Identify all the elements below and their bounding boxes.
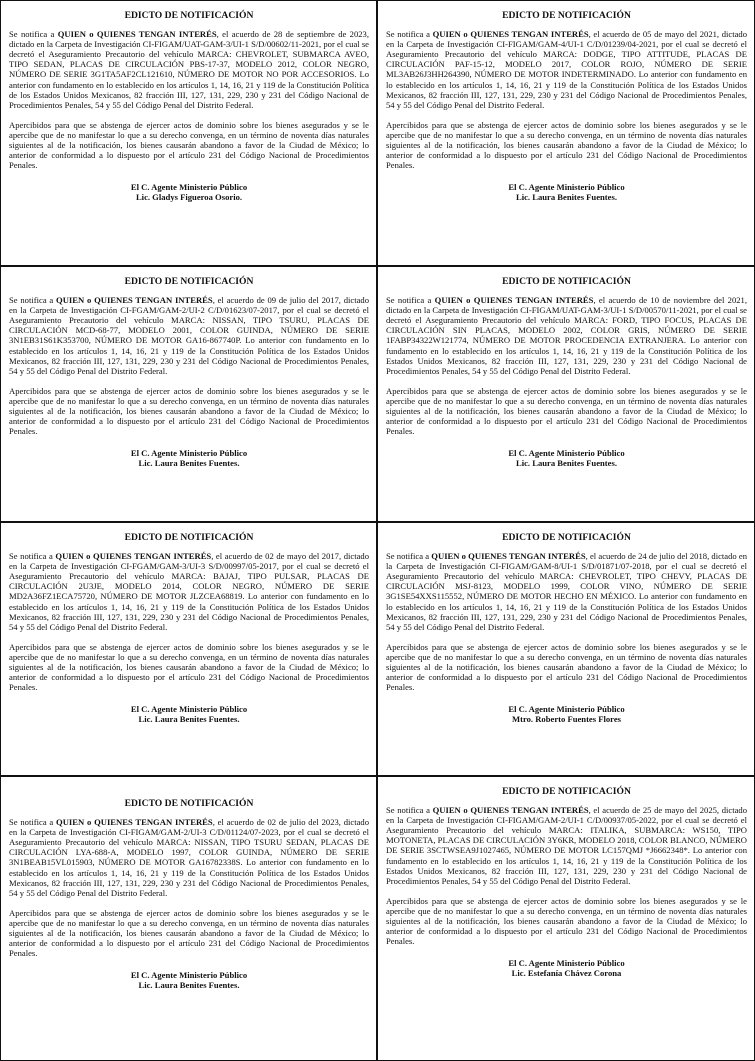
edict-party: QUIEN o QUIENES TENGAN INTERÉS	[431, 551, 586, 562]
signature-role: El C. Agente Ministerio Público	[130, 970, 248, 981]
edict-box	[0, 522, 377, 776]
signature-name: Lic. Laura Benites Fuentes.	[138, 980, 240, 991]
edict-box	[377, 266, 755, 522]
signature-name: Mtro. Roberto Fuentes Flores	[512, 714, 621, 725]
edict-warning: Apercibidos para que se abstenga de ejercer actos de dominio sobre los bienes asegurados y se le apercibe que de no manifestar lo que a su derecho convenga, en un término de noventa días naturales siguientes al de la notificación, los bienes causarán abandono a favor de la Ciudad de México; lo anterior de conformidad a lo dispuesto por el artículo 231 del Código Nacional de Procedimientos Penales.	[386, 895, 747, 947]
edict-warning: Apercibidos para que se abstenga de ejercer actos de dominio sobre los bienes asegurados y se le apercibe que de no manifestar lo que a su derecho convenga, en un término de noventa días naturales siguientes al de la notificación, los bienes causarán abandono a favor de la Ciudad de México; lo anterior de conformidad a lo dispuesto por el artículo 231 del Código Nacional de Procedimientos Penales.	[386, 119, 747, 171]
edict-party: QUIEN o QUIENES TENGAN INTERÉS	[56, 295, 213, 306]
edict-signature	[386, 958, 747, 978]
edict-party: QUIEN o QUIENES TENGAN INTERÉS	[432, 29, 589, 40]
edict-warning: Apercibidos para que se abstenga de ejercer actos de dominio sobre los bienes asegurados y se le apercibe que de no manifestar lo que a su derecho convenga, en un término de noventa días naturales siguientes al de la notificación, los bienes causarán abandono a favor de la Ciudad de México; lo anterior de conformidad a lo dispuesto por el artículo 231 del Código Nacional de Procedimientos Penales.	[9, 385, 369, 437]
edict-signature	[9, 182, 369, 202]
edict-title: EDICTO DE NOTIFICACIÓN	[502, 276, 631, 287]
edict-box	[377, 522, 755, 776]
edict-title: EDICTO DE NOTIFICACIÓN	[502, 532, 631, 543]
edict-box	[377, 776, 755, 1061]
edict-signature	[9, 970, 369, 990]
edict-signature	[386, 704, 747, 724]
edict-box	[377, 0, 755, 266]
edict-body: Se notifica a QUIEN o QUIENES TENGAN INTERÉS, el acuerdo de 25 de mayo del 2025, dictado en la Carpeta de Investigación CI-FIGAM/GAM-2/UI-1 C/D/00937/05-2022, por el cual se decretó el Aseguramiento Precautorio del vehículo MARCA: ITALIKA, SUBMARCA: WS150, TIPO MOTONETA, PLACAS DE CIRCULACIÓN 3Y6KR, MODELO 2018, COLOR BLANCO, NÚMERO DE SERIE 3SCTWSEA9J1027465, NÚMERO DE MOTOR LC157QMJ *J6662348*. Lo anterior con fundamento en lo establecido en los artículos 1, 14, 16, 21 y 119 de la Constitución Política de los Estados Unidos Mexicanos, 82 fracción III, 127, 131, 229, 230 y 231 del Código Nacional de Procedimientos Penales, 54 y 55 del Código Penal del Distrito Federal.	[386, 805, 747, 886]
edict-title: EDICTO DE NOTIFICACIÓN	[124, 532, 254, 543]
edict-title: EDICTO DE NOTIFICACIÓN	[502, 786, 631, 797]
signature-role: El C. Agente Ministerio Público	[130, 448, 248, 459]
edict-warning: Apercibidos para que se abstenga de ejercer actos de dominio sobre los bienes asegurados y se le apercibe que de no manifestar lo que a su derecho convenga, en un término de noventa días naturales siguientes al de la notificación, los bienes causarán abandono a favor de la Ciudad de México; lo anterior de conformidad a lo dispuesto por el artículo 231 del Código Nacional de Procedimientos Penales.	[9, 119, 369, 171]
edict-warning: Apercibidos para que se abstenga de ejercer actos de dominio sobre los bienes asegurados y se le apercibe que de no manifestar lo que a su derecho convenga, en un término de noventa días naturales siguientes al de la notificación, los bienes causarán abandono a favor de la Ciudad de México; lo anterior de conformidad a lo dispuesto por el artículo 231 del Código Nacional de Procedimientos Penales.	[9, 641, 369, 693]
edict-body: Se notifica a QUIEN o QUIENES TENGAN INTERÉS, el acuerdo de 28 de septiembre de 2023, dictado en la Carpeta de Investigación CI-FIGAM/UAT-GAM-3/UI-1 S/D/00602/11-2021, por el cual se decretó el Aseguramiento Precautorio del vehículo MARCA: CHEVROLET, SUBMARCA AVEO, TIPO SEDAN, PLACAS DE CIRCULACIÓN PBS-17-37, MODELO 2012, COLOR NEGRO, NÚMERO DE SERIE 3G1TA5AF2CL121610, NÚMERO DE MOTOR NO POR ACCESORIOS. Lo anterior con fundamento en lo establecido en los artículos 1, 14, 16, 21 y 119 de la Constitución Política de los Estados Unidos Mexicanos, 82 fracción III, 127, 131, 229, 230 y 231 del Código Nacional de Procedimientos Penales, 54 y 55 del Código Penal del Distrito Federal.	[9, 29, 370, 110]
edict-warning: Apercibidos para que se abstenga de ejercer actos de dominio sobre los bienes asegurados y se le apercibe que de no manifestar lo que a su derecho convenga, en un término de noventa días naturales siguientes al de la notificación, los bienes causarán abandono a favor de la Ciudad de México; lo anterior de conformidad a lo dispuesto por el artículo 231 del Código Nacional de Procedimientos Penales.	[9, 907, 369, 959]
edict-body: Se notifica a QUIEN o QUIENES TENGAN INTERÉS, el acuerdo de 02 de julio del 2023, dictado en la Carpeta de Investigación CI-FIGAM/GAM-2/UI-3 C/D/01124/07-2023, por el cual se decretó el Aseguramiento Precautorio del vehículo MARCA: NISSAN, TIPO TSURU SEDAN, PLACAS DE CIRCULACIÓN LYA-688-A, MODELO 1997, COLOR GUINDA, NÚMERO DE SERIE 3N1BEAB15VL015903, NÚMERO DE MOTOR GA16782338S. Lo anterior con fundamento en lo establecido en los artículos 1, 14, 16, 21 y 119 de la Constitución Política de los Estados Unidos Mexicanos, 82 fracción III, 127, 131, 229, 230 y 231 del Código Nacional de Procedimientos Penales, 54 y 55 del Código Penal del Distrito Federal.	[9, 817, 370, 898]
edict-box	[0, 266, 377, 522]
edict-signature	[386, 448, 747, 468]
edict-body: Se notifica a QUIEN o QUIENES TENGAN INTERÉS, el acuerdo de 05 de mayo del 2021, dictado en la Carpeta de Investigación CI-FIGAM/GAM-4/UI-1 C/D/01239/04-2021, por el cual se decretó el Aseguramiento Precautorio del vehículo MARCA: DODGE, TIPO ATTITUDE, PLACAS DE CIRCULACIÓN PAF-15-12, MODELO 2017, COLOR ROJO, NÚMERO DE SERIE ML3AB26J3HH264390, NÚMERO DE MOTOR INDETERMINADO. Lo anterior con fundamento en lo establecido en los artículos 1, 14, 16, 21 y 119 de la Constitución Política de los Estados Unidos Mexicanos, 82 fracción III, 127, 131, 229, 230 y 231 del Código Nacional de Procedimientos Penales, 54 y 55 del Código Penal del Distrito Federal.	[386, 29, 747, 110]
signature-role: El C. Agente Ministerio Público	[508, 182, 625, 193]
edict-party: QUIEN o QUIENES TENGAN INTERÉS	[57, 29, 217, 40]
edict-body: Se notifica a QUIEN o QUIENES TENGAN INTERÉS, el acuerdo de 02 de mayo del 2017, dictado en la Carpeta de Investigación CI-FGAM/GAM-3/UI-3 S/D/00997/05-2017, por el cual se decretó el Aseguramiento Precautorio del vehículo MARCA: BAJAJ, TIPO PULSAR, PLACAS DE CIRCULACIÓN 2U3JE, MODELO 2014, COLOR NEGRO, NÚMERO DE SERIE MD2A36FZ1ECA75720, NÚMERO DE MOTOR JLZCEA68819. Lo anterior con fundamento en lo establecido en los artículos 1, 14, 16, 21 y 119 de la Constitución Política de los Estados Unidos Mexicanos, 82 fracción III, 127, 131, 229, 230 y 231 del Código Nacional de Procedimientos Penales, 54 y 55 del Código Penal del Distrito Federal.	[9, 551, 369, 632]
edict-title: EDICTO DE NOTIFICACIÓN	[124, 276, 254, 287]
edict-body: Se notifica a QUIEN o QUIENES TENGAN INTERÉS, el acuerdo de 10 de noviembre del 2021, dictado en la Carpeta de Investigación CI-FIGAM/UAT-GAM-3/UI-1 S/D/00570/11-2021, por el cual se decretó el Aseguramiento Precautorio del vehículo MARCA: FORD, TIPO FOCUS, PLACAS DE CIRCULACIÓN SIN PLACAS, MODELO 2002, COLOR GRIS, NÚMERO DE SERIE 1FABP34322W121774, NÚMERO DE MOTOR PROCEDENCIA EXTRANJERA. Lo anterior con fundamento en lo establecido en los artículos 1, 14, 16, 21 y 119 de la Constitución Política de los Estados Unidos Mexicanos, 82 fracción III, 127, 131, 229, 230 y 231 del Código Nacional de Procedimientos Penales, 54 y 55 del Código Penal del Distrito Federal.	[386, 295, 748, 376]
signature-name: Lic. Gladys Figueroa Osorio.	[135, 192, 243, 203]
edict-box	[0, 776, 377, 1061]
edict-party: QUIEN o QUIENES TENGAN INTERÉS	[432, 805, 589, 816]
edict-box	[0, 0, 377, 266]
signature-role: El C. Agente Ministerio Público	[130, 182, 248, 193]
edict-title: EDICTO DE NOTIFICACIÓN	[124, 10, 254, 21]
edict-title: EDICTO DE NOTIFICACIÓN	[124, 798, 254, 809]
edict-party: QUIEN o QUIENES TENGAN INTERÉS	[55, 551, 212, 562]
signature-role: El C. Agente Ministerio Público	[508, 448, 625, 459]
signature-name: Lic. Laura Benites Fuentes.	[138, 458, 240, 469]
edict-title: EDICTO DE NOTIFICACIÓN	[502, 10, 631, 21]
edict-party: QUIEN o QUIENES TENGAN INTERÉS	[56, 817, 213, 828]
signature-name: Lic. Estefanía Chávez Corona	[511, 968, 622, 979]
edict-signature	[386, 182, 747, 202]
edict-warning: Apercibidos para que se abstenga de ejercer actos de dominio sobre los bienes asegurados y se le apercibe que de no manifestar lo que a su derecho convenga, en un término de noventa días naturales siguientes al de la notificación, los bienes causarán abandono a favor de la Ciudad de México; lo anterior de conformidad a lo dispuesto por el artículo 231 del Código Nacional de Procedimientos Penales.	[386, 385, 747, 437]
signature-name: Lic. Laura Benites Fuentes.	[516, 192, 617, 203]
signature-name: Lic. Laura Benites Fuentes.	[516, 458, 617, 469]
signature-name: Lic. Laura Benites Fuentes.	[138, 714, 240, 725]
signature-role: El C. Agente Ministerio Público	[130, 704, 248, 715]
edict-body: Se notifica a QUIEN o QUIENES TENGAN INTERÉS, el acuerdo de 09 de julio del 2017, dictado en la Carpeta de Investigación CI-FGAM/GAM-2/UI-2 C/D/01623/07-2017, por el cual se decretó el Aseguramiento Precautorio del vehículo MARCA: NISSAN, TIPO TSURU, PLACAS DE CIRCULACIÓN MCD-68-77, MODELO 2001, COLOR GUINDA, NÚMERO DE SERIE 3N1EB31S61K353700, NÚMERO DE MOTOR GA16-867740P. Lo anterior con fundamento en lo establecido en los artículos 1, 14, 16, 21 y 119 de la Constitución Política de los Estados Unidos Mexicanos, 82 fracción III, 127, 131, 229, 230 y 231 del Código Nacional de Procedimientos Penales, 54 y 55 del Código Penal del Distrito Federal.	[9, 295, 370, 376]
signature-role: El C. Agente Ministerio Público	[508, 704, 625, 715]
edict-signature	[9, 448, 369, 468]
edict-warning: Apercibidos para que se abstenga de ejercer actos de dominio sobre los bienes asegurados y se le apercibe que de no manifestar lo que a su derecho convenga, en un término de noventa días naturales siguientes al de la notificación, los bienes causarán abandono a favor de la Ciudad de México; lo anterior de conformidad a lo dispuesto por el artículo 231 del Código Nacional de Procedimientos Penales.	[386, 641, 747, 693]
signature-role: El C. Agente Ministerio Público	[508, 958, 625, 969]
edict-body: Se notifica a QUIEN o QUIENES TENGAN INTERÉS, el acuerdo de 24 de julio del 2018, dictado en la Carpeta de Investigación CI-FIGAM/GAM-8/UI-1 S/D/01871/07-2018, por el cual se decretó el Aseguramiento Precautorio del vehículo MARCA: CHEVROLET, TIPO CHEVY, PLACAS DE CIRCULACIÓN MSJ-8123, MODELO 1999, COLOR VINO, NÚMERO DE SERIE 3G1SE54XXS115552, NÚMERO DE MOTOR HECHO EN MÉXICO. Lo anterior con fundamento en lo establecido en los artículos 1, 14, 16, 21 y 119 de la Constitución Política de los Estados Unidos Mexicanos, 82 fracción III, 127, 131, 229, 230 y 231 del Código Nacional de Procedimientos Penales, 54 y 55 del Código Penal del Distrito Federal.	[386, 551, 748, 632]
edict-signature	[9, 704, 369, 724]
edict-party: QUIEN o QUIENES TENGAN INTERÉS	[434, 295, 594, 306]
